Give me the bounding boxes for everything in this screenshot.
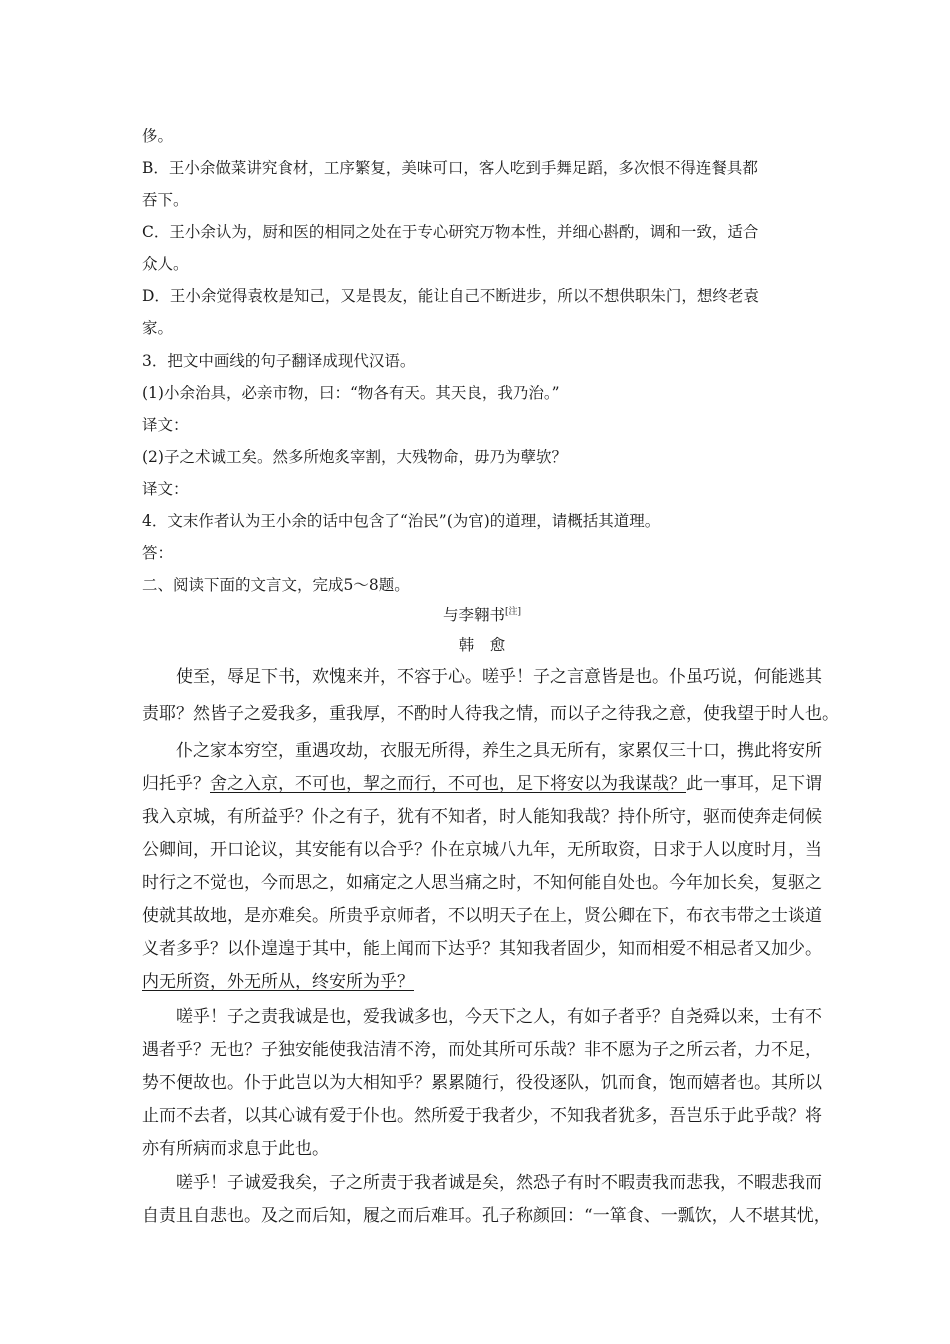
article-line — [142, 740, 822, 762]
question-3: 3．把文中画线的句子翻译成现代汉语。 — [142, 352, 416, 370]
translation-label-1: 译文： — [142, 416, 189, 434]
q2-option-b-cont: 吞下。 — [142, 191, 189, 209]
article-line-text: 使就其故地，是亦难矣。所贵乎京师者，不以明天子在上，贤公卿在下，布衣韦带之士谈道 — [142, 906, 822, 926]
answer-label: 答： — [142, 544, 174, 562]
article-line-text: 仆之家本穷空，重遇攻劫，衣服无所得，养生之具无所有，家累仅三十口，携此将安所 — [142, 741, 822, 761]
article-line-text: 使至，辱足下书，欢愧来并，不容于心。嗟乎！子之言意皆是也。仆虽巧说，何能逃其 — [142, 667, 822, 687]
q2-option-b: B．王小余做菜讲究食材，工序繁复，美味可口，客人吃到手舞足蹈，多次恨不得连餐具都 — [142, 159, 758, 177]
article-line-text: 责耶？然皆子之爱我多，重我厚，不酌时人待我之情，而以子之待我之意，使我望于时人也。 — [142, 704, 839, 724]
article-title — [142, 601, 822, 626]
q2-option-d: D．王小余觉得袁枚是知己，又是畏友，能让自己不断进步，所以不想供职朱门，想终老袁 — [142, 287, 759, 305]
article-line-text: 公卿间，开口论议，其安能有以合乎？仆在京城八九年，无所取资，日求于人以度时月，当 — [142, 840, 822, 860]
article-line — [142, 1072, 822, 1094]
article-line — [142, 666, 822, 688]
article-line — [142, 1006, 822, 1028]
article-line-text: 归托乎？ — [142, 774, 210, 794]
section-2-heading: 二、阅读下面的文言文，完成5～8题。 — [142, 576, 410, 594]
article-line — [142, 1105, 822, 1127]
article-line-text: 时行之不觉也，今而思之，如痛定之人思当痛之时，不知何能自处也。今年加长矣，复驱之 — [142, 873, 822, 893]
q2-option-tail: 侈。 — [142, 127, 174, 145]
article-line-text: 此一事耳，足下谓 — [686, 774, 822, 794]
question-3-1: (1)小余治具，必亲市物，曰：“物各有天。其天良，我乃治。” — [142, 384, 560, 402]
question-3-2: (2)子之术诚工矣。然多所炮炙宰割，大残物命，毋乃为孽欤？ — [142, 448, 567, 466]
article-line-text: 自责且自悲也。及之而后知，履之而后难耳。孔子称颜回：“一箪食、一瓢饮，人不堪其忧， — [142, 1206, 831, 1226]
question-4: 4．文末作者认为王小余的话中包含了“治民”(为官)的道理，请概括其道理。 — [142, 512, 661, 530]
underlined-sentence: 舍之入京，不可也，挈之而行，不可也，足下将安以为我谋哉？ — [210, 774, 686, 794]
article-line-text: 义者多乎？以仆遑遑于其中，能上闻而下达乎？其知我者固少，知而相爱不相忌者又加少。 — [142, 939, 822, 959]
article-line-text: 遇者乎？无也？子独安能使我洁清不洿，而处其所可乐哉？非不愿为子之所云者，力不足， — [142, 1040, 822, 1060]
article-line — [142, 773, 822, 795]
q2-option-d-cont: 家。 — [142, 319, 174, 337]
article-author: 韩 愈 — [458, 636, 506, 654]
article-line — [142, 1039, 822, 1061]
article-line — [142, 806, 822, 828]
article-line — [142, 971, 822, 993]
article-line — [142, 938, 822, 960]
article-line-text: 嗟乎！子之责我诚是也，爱我诚多也，今天下之人，有如子者乎？自尧舜以来，士有不 — [142, 1007, 822, 1027]
article-line-text: 我入京城，有所益乎？仆之有子，犹有不知者，时人能知我哉？持仆所守，驱而使奔走伺候 — [142, 807, 822, 827]
article-line-text: 势不便故也。仆于此岂以为大相知乎？累累随行，役役逐队，饥而食，饱而嬉者也。其所以 — [142, 1073, 822, 1093]
article-line-text: 嗟乎！子诚爱我矣，子之所责于我者诚是矣，然恐子有时不暇责我而悲我，不暇悲我而 — [142, 1173, 822, 1193]
article-line — [142, 905, 822, 927]
article-line — [142, 1172, 822, 1194]
article-title-text: 与李翱书 — [442, 606, 505, 624]
underlined-sentence: 内无所资，外无所从，终安所为乎？ — [142, 972, 414, 992]
article-line-text: 止而不去者，以其心诚有爱于仆也。然所爱于我者少，不知我者犹多，吾岂乐于此乎哉？将 — [142, 1106, 822, 1126]
article-line — [142, 1205, 831, 1227]
q2-option-c: C．王小余认为，厨和医的相同之处在于专心研究万物本性，并细心斟酌，调和一致，适合 — [142, 223, 759, 241]
title-footnote-marker: [注] — [504, 607, 522, 617]
article-line — [142, 872, 822, 894]
article-line — [142, 703, 839, 725]
article-line — [142, 1138, 822, 1160]
article-line — [142, 839, 822, 861]
q2-option-c-cont: 众人。 — [142, 255, 189, 273]
article-line-text: 亦有所病而求息于此也。 — [142, 1139, 329, 1159]
translation-label-2: 译文： — [142, 480, 189, 498]
